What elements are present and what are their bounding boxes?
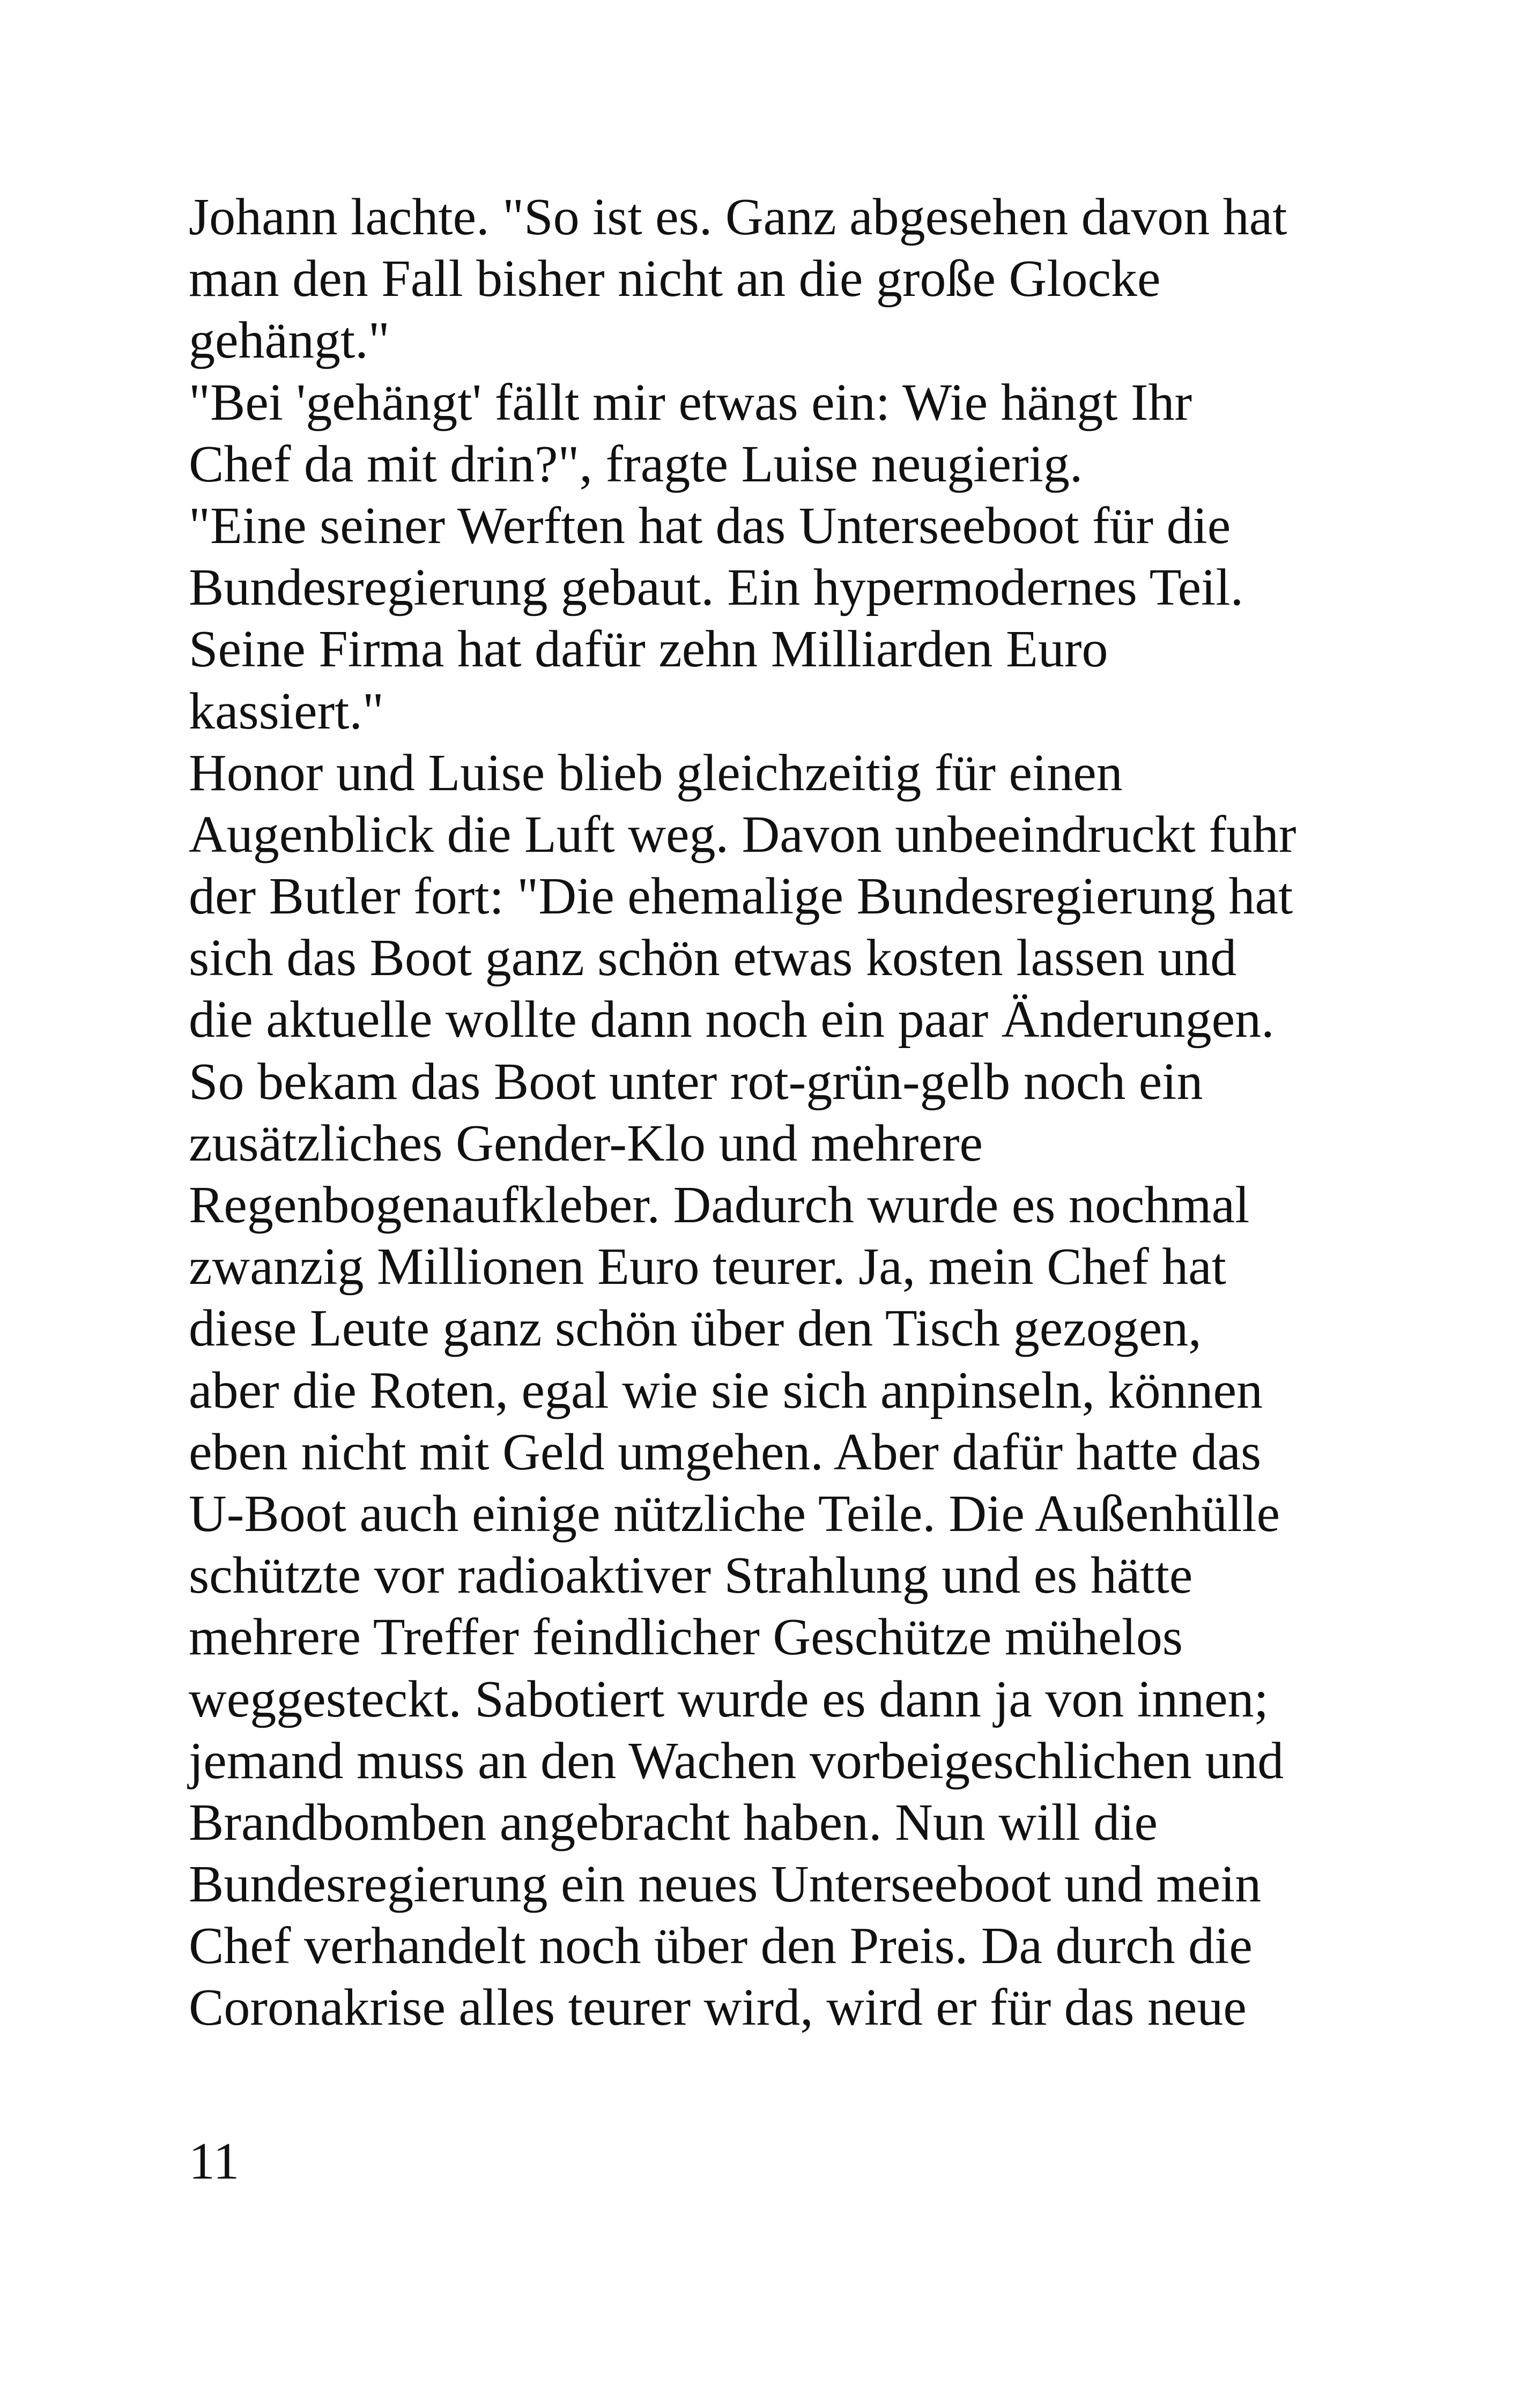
text-line: "Eine seiner Werften hat das Unterseeboot für die [189, 496, 1231, 555]
text-line: zusätzliches Gender-Klo und mehrere [189, 1114, 983, 1172]
text-line: Chef verhandelt noch über den Preis. Da durch die [189, 1917, 1253, 1975]
text-line: sich das Boot ganz schön etwas kosten lassen und [189, 929, 1237, 987]
text-line: weggesteckt. Sabotiert wurde es dann ja von innen; [189, 1670, 1269, 1728]
text-line: aber die Roten, egal wie sie sich anpinseln, können [189, 1361, 1263, 1419]
text-line: Chef da mit drin?", fragte Luise neugierig. [189, 435, 1083, 493]
text-line: U-Boot auch einige nützliche Teile. Die Außenhülle [189, 1484, 1280, 1543]
text-line: Honor und Luise blieb gleichzeitig für einen [189, 744, 1123, 802]
text-line: Seine Firma hat dafür zehn Milliarden Euro [189, 620, 1108, 679]
body-text [189, 187, 1422, 2039]
text-line: Brandbomben angebracht haben. Nun will die [189, 1793, 1158, 1852]
text-line: Johann lachte. "So ist es. Ganz abgesehen davon hat [189, 188, 1287, 246]
text-line: Augenblick die Luft weg. Davon unbeeindruckt fuhr [189, 805, 1296, 864]
text-line: man den Fall bisher nicht an die große Glocke [189, 250, 1161, 308]
text-line: der Butler fort: "Die ehemalige Bundesregierung hat [189, 867, 1293, 926]
text-line: Bundesregierung gebaut. Ein hypermodernes Teil. [189, 559, 1244, 617]
text-line: jemand muss an den Wachen vorbeigeschlichen und [189, 1731, 1284, 1790]
text-line: Coronakrise alles teurer wird, wird er für das neue [189, 1979, 1247, 2037]
text-line: So bekam das Boot unter rot-grün-gelb noch ein [189, 1052, 1203, 1111]
text-line: "Bei 'gehängt' fällt mir etwas ein: Wie hängt Ihr [189, 373, 1192, 432]
text-line: die aktuelle wollte dann noch ein paar Änderungen. [189, 991, 1275, 1049]
text-line: Regenbogenaufkleber. Dadurch wurde es nochmal [189, 1176, 1250, 1234]
text-line: zwanzig Millionen Euro teurer. Ja, mein Chef hat [189, 1238, 1226, 1296]
text-line: gehängt." [189, 311, 390, 370]
text-line: schützte vor radioaktiver Strahlung und es hätte [189, 1547, 1193, 1605]
page-number: 11 [189, 2132, 240, 2190]
text-line: kassiert." [189, 682, 384, 740]
text-line: eben nicht mit Geld umgehen. Aber dafür hatte das [189, 1423, 1262, 1481]
text-line: Bundesregierung ein neues Unterseeboot und mein [189, 1855, 1262, 1914]
text-line: diese Leute ganz schön über den Tisch gezogen, [189, 1299, 1202, 1358]
text-line: mehrere Treffer feindlicher Geschütze mühelos [189, 1608, 1183, 1667]
